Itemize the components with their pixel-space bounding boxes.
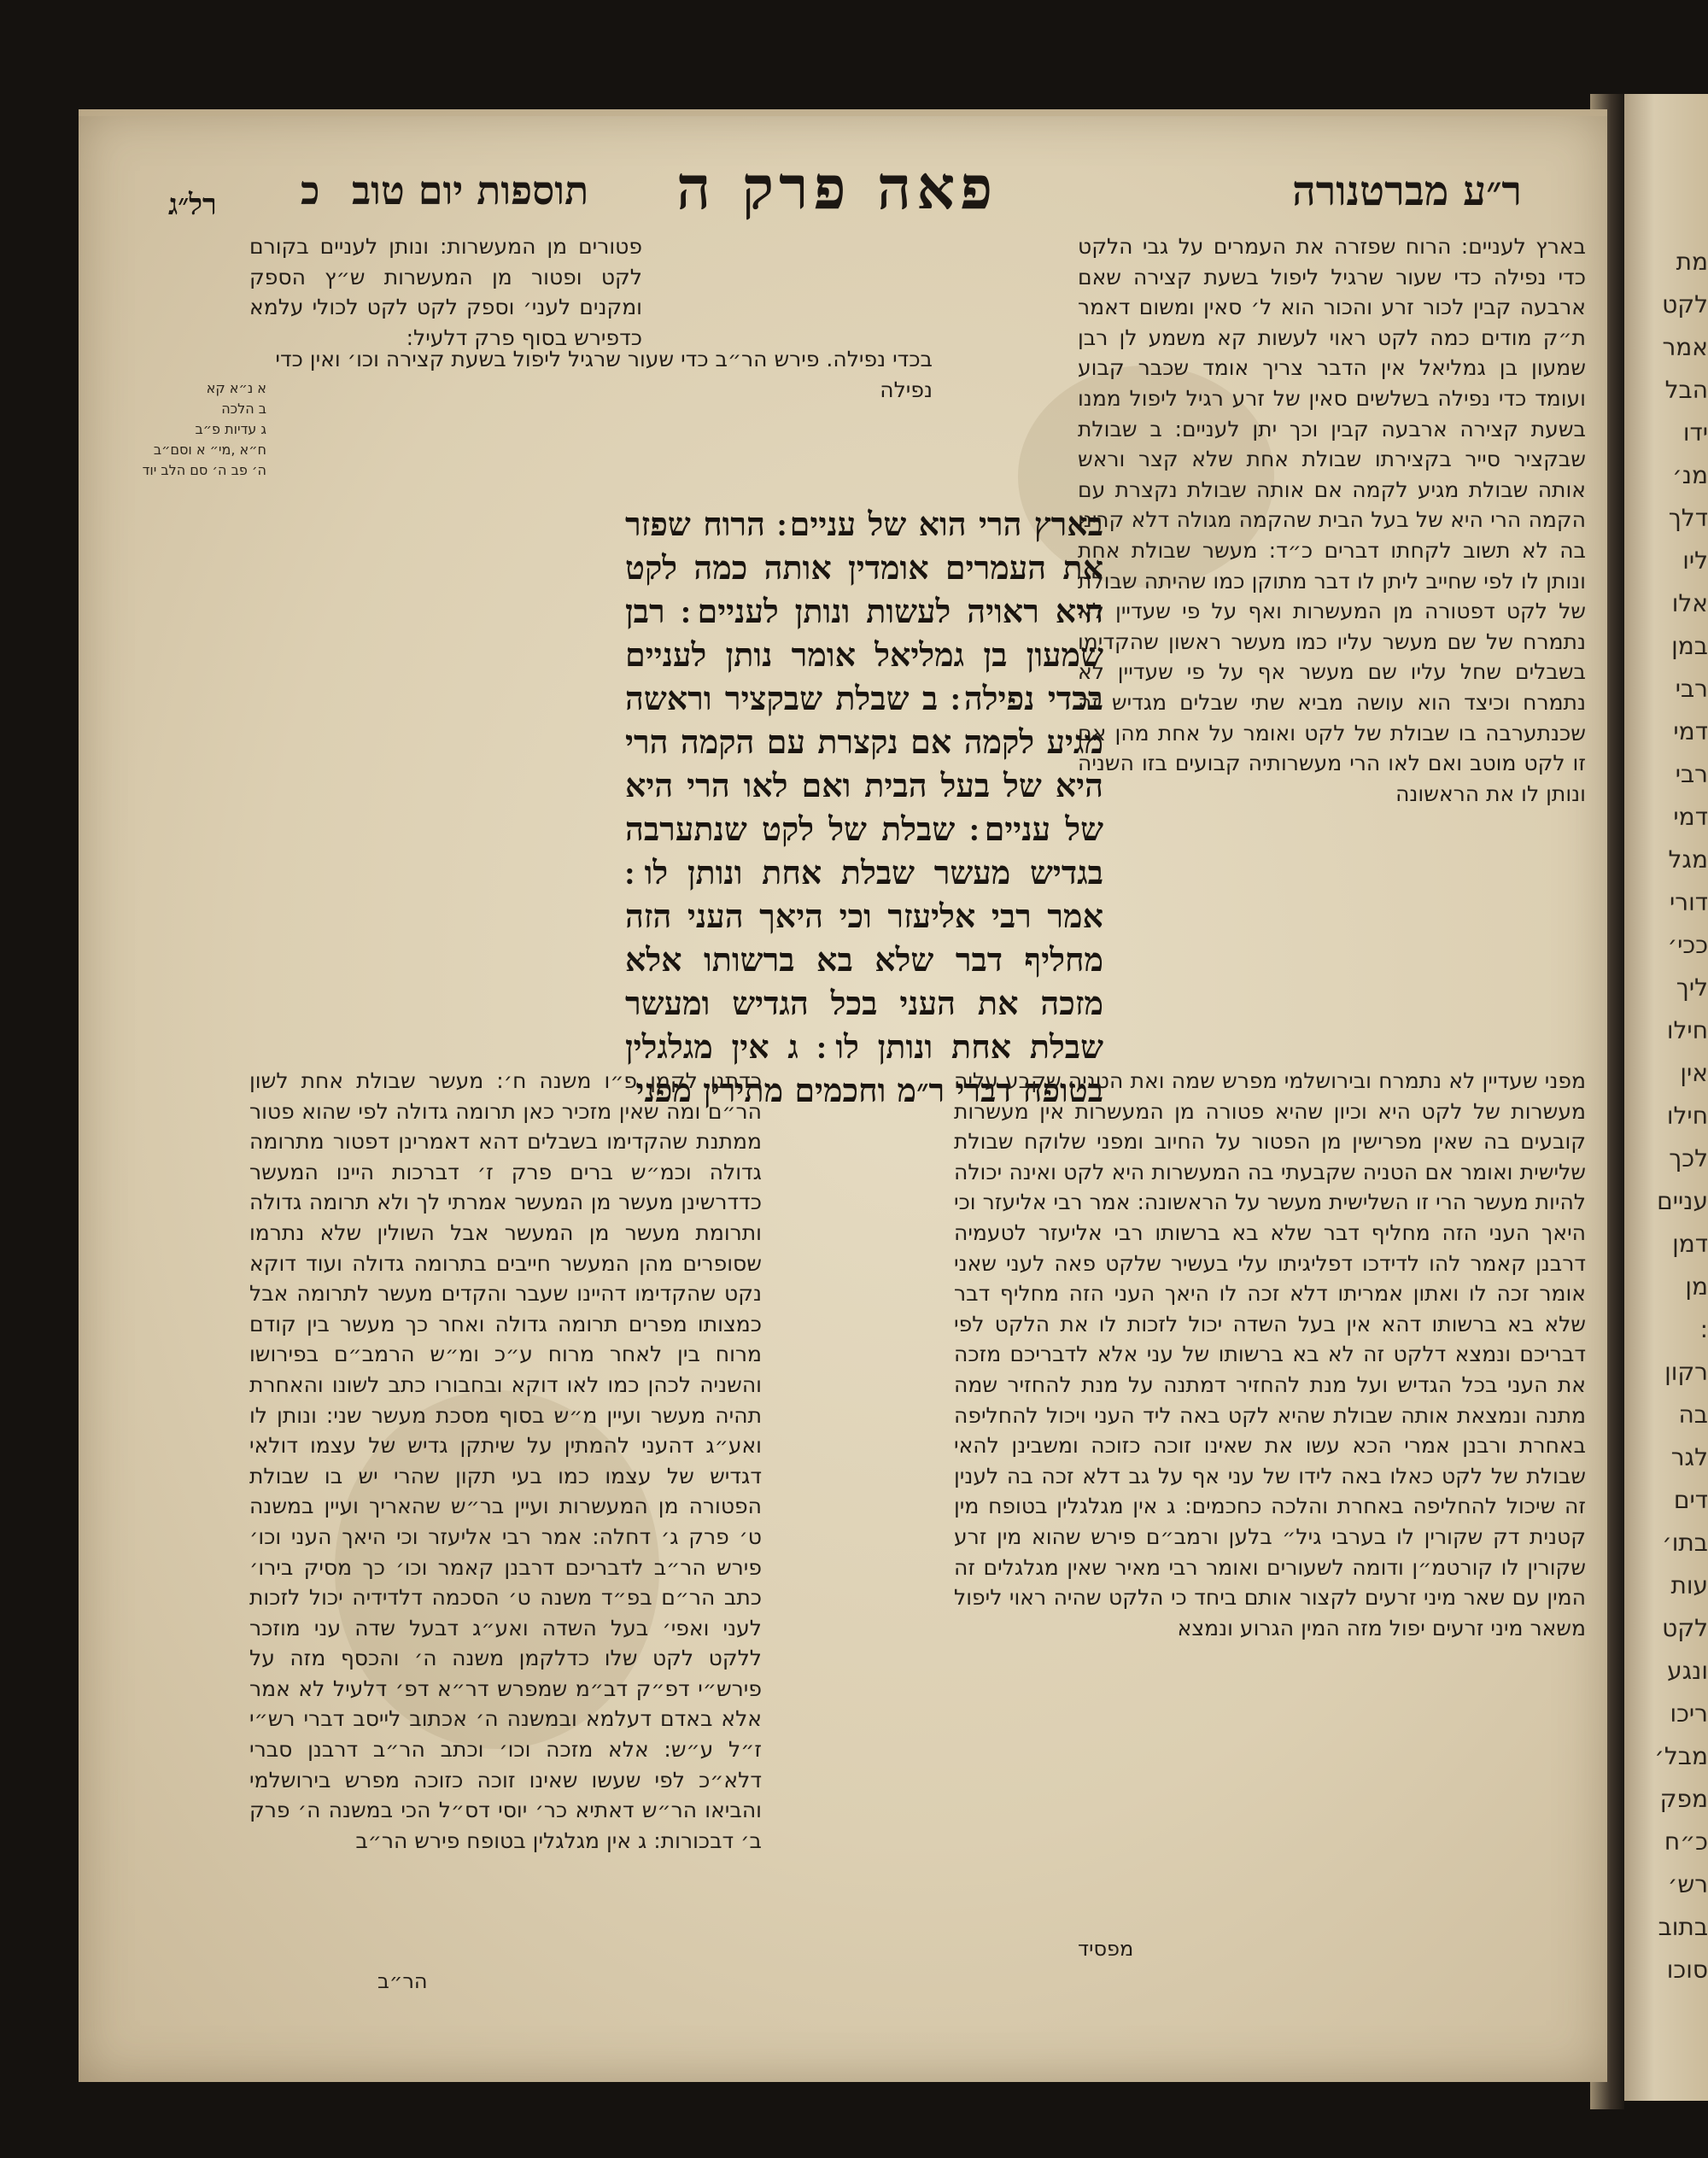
next-page-fragment: אין: [1680, 1059, 1708, 1087]
next-page-fragment: אלו: [1671, 589, 1708, 617]
tosafot-commentary-bottom: כדתנן לקמן פ״ו משנה ח׳: מעשר שבולת אחת לשון הר״ם ומה שאין מזכיר כאן תרומה גדולה לפי שהוא פטור ממתנת שהקדימו בשבלים דהא דאמרינן דפטור מתרומה גדולה וכמ״ש ברים פרק ז׳ דברכות היינו המעשר כדדרשינן מעשר מן המעשר אמרתי לך ולא תרומה גדולה ותרומת מעשר מן המעשר אבל השולין שלא נתרמו שסופרים מהן המעשר חייבים בתרומה גדולה ועוד דוקא נקט שהקדימו דהיינו שעבר והקדים מעשר לתרומה אבל כמצותו מפרים תרומה גדולה ואחר כך מעשר בין קודם מרוח בין לאחר מרוח ע״כ ומ״ש הרמב״ם בפירושו והשניה לכהן כמו לאו דוקא ובחבורו כתב לשונו והאחרת תהיה מעשר ועיין מ״ש בסוף מסכת מעשר שני: ונותן לו ואע״ג דהעני להמתין על שיתקן גדיש של עצמו דולאי דגדיש של עצמו כמו בעי תקון שהרי יש בו שבולת הפטורה מן המעשרות ועיין בר״ש שהאריך ועיין במשנה ט׳ פרק ג׳ דחלה: אמר רבי אליעזר וכי היאך העני וכו׳ פירש הר״ב לדבריכם דרבנן קאמר וכו׳ כך מסיק בירו׳ כתב הר״ם בפ״ד משנה ט׳ הסכמה דלדידיה יכול לזכות לעני ואפי׳ בעל השדה ואע״ג דבעל שדה עני מוזכר ללקט לקט שלו כדלקמן משנה ה׳ והכסף מזה על פירש״י דפ״ק דב״מ שמפרש דר״א דפ׳ דלעיל לא אמר אלא באדם דעלמא ובמשנה ה׳ אכתוב לייסב דברי רש״י ז״ל ע״ש: אלא מזכה וכו׳ וכתב הר״ב דרבנן סברי דלא״כ לפי שעשו שאינו זוכה כזוכה מפרש בירושלמי והביאו הר״ש דאתיא כר׳ יוסי דס״ל הכי במשנה ה׳ פרק ב׳ דבכורות: ג אין מגלגלין בטופח פירש הר״ב: [249, 1068, 762, 1853]
next-page-fragment: רקון: [1664, 1358, 1708, 1386]
margin-note: ח״א ,מי״ א וסם״ב: [153, 442, 266, 458]
next-page-fragment: לקט: [1662, 290, 1708, 319]
next-page-fragment: בה: [1678, 1401, 1708, 1429]
next-page-fragment: עניים: [1657, 1187, 1708, 1215]
next-page-fragment: רש׳: [1667, 1870, 1708, 1898]
header-right-title: ר״ע מברטנורה: [1292, 167, 1522, 215]
rashi-commentary-bottom: מפני שעדיין לא נתמרח ובירושלמי מפרש שמה ואת הטניה שקבע עליה מעשרות של לקט היא וכיון שהיא פטורה מן המעשרות אין מעשרות קובעים בה שאין מפרישין מן הפטור על החיוב ומפני שלוקח שבולת שלישית ואומר אם הטניה שקבעתי בה המעשרות היא לקט ואינה יכולה להיות מעשר הרי זו השלישית מעשר על הראשונה: אמר רבי אליעזר וכי היאך העני הזה מחליף דבר שלא בא ברשותו רבי אליעזר לטעמיה דרבנן קאמר להו לדידכו דפליגיתו עלי בעשיר שלקט פאה לעני שאני אומר זכה לו ואתון אמריתו דלא זכה לו היאך העני הזה מחליף דבר שלא בא ברשותו דהא אין בעל השדה יכול לזכות לו את הלקט לפי דבריכם ונמצא דלקט זה לא בא ברשותו של עני אלא לדבריכם מזכה את העני בכל הגדיש ועל מנת להחזיר דמתנה על מנת להחזיר שמה מתנה ונמצאת אותה שבולת שהיא לקט באה ליד העני ויכול להחליפה באחרת ורבנן אמרי הכא עשו את שאינו זוכה כזוכה ומשבינן להאי שבולת של לקט כאלו באה לידו של עני אף על גב דלא זכה בה לענין זה שיכול להחליפה באחרת והלכה כחכמים: ג אין מגלגלין בטופח מין קטנית דק שקורין לו בערבי גיל״ בלען ורמב״ם פירש שהוא מין זרע שקורין לו קורטמ״ן ודומה לשעורים ואומר רבי מאיר שאין מגלגלים זה המין עם שאר מיני זרעים לקצור אותם ביחד כי הלקט שהיה ראוי ליפול משאר מיני זרעים יפול מזה המין הגרוע ונמצא: [954, 1068, 1586, 1640]
margin-note: ג עדיות פ״ב: [195, 421, 266, 437]
next-page-fragment: כ״ח: [1664, 1828, 1708, 1856]
next-page-fragment: דורי: [1670, 888, 1708, 916]
catchword-center: מפסיד: [1078, 1937, 1134, 1961]
next-page-fragment: ככי׳: [1667, 931, 1708, 959]
next-page-fragment: דלך: [1668, 504, 1708, 532]
next-page-fragment: דים: [1673, 1486, 1708, 1514]
margin-note: ב הלכה: [221, 401, 266, 417]
next-page-fragment: במן: [1671, 632, 1708, 660]
next-page-fragment: בתוב: [1658, 1913, 1708, 1941]
book-page: [79, 109, 1607, 2082]
next-page-fragment: בתו׳: [1662, 1529, 1708, 1557]
margin-note: ה׳ פב ה׳ סם הלב יוד: [142, 462, 266, 478]
catchword-left: הר״ב: [377, 1969, 428, 1993]
next-page-fragment: מן: [1685, 1272, 1708, 1301]
next-page-fragment: אמר: [1662, 333, 1708, 361]
tosafot-commentary-top: פטורים מן המעשרות: ונותן לעניים בקורם לקט ופטור מן המעשרות ש״ץ הספק ומקנים לעני׳ וספק לקט לקט לכולי עלמא כדפירש בסוף פרק דלעיל:: [249, 234, 642, 350]
next-page-fragment: ונגע: [1667, 1657, 1708, 1685]
next-page-fragment: ליך: [1676, 974, 1708, 1002]
next-page-fragment: דמן: [1672, 1230, 1708, 1258]
rashi-commentary-right: בארץ לעניים: הרוח שפזרה את העמרים על גבי הלקט כדי נפילה כדי שעור שרגיל ליפול בשעת קצירה שאם ארבעה קבין לכור זרע והכור הוא ל׳ סאין ומשום דאמר ת״ק מודים כמה לקט ראוי לעשות קא משמע לן רבן שמעון בן גמליאל אין הדבר צריך אומד שכבר קבוע ועומד כדי נפילה בשלשים סאין של זרע רגיל ליפול ממנו בשעת קצירה ארבעה קבין וכך יתן לעניים: ב שבולת שבקציר סייר בקצירתו שבולת אחת שלא קצר וראש אותה שבולת מגיע לקמה אם אותה שבולת נקצרת עם הקמה הרי היא של בעל הבית שהקמה מגולה דלא קרינן בה לא תשוב לקחתו דברים כ״ד: מעשר שבולת אחת ונותן לו לפי שחייב ליתן לו דבר מתוקן כמו שהיתה שבולת של לקט דפטורה מן המעשרות ואף על פי שעדיין לא נתמרח של שם מעשר עליו כמו מעשר ראשון שהקדימו בשבלים שחל עליו שם מעשר אף על פי שעדיין לא נתמרח וכיצד הוא עושה מביא שתי שבלים מגדיש זה שכנתערבה בו שבולת של לקט ואומר על אחת מהן אם זו לקט מוטב ואם לאו הרי מעשרותיה קבועים בזו השניה ונותן לו את הראשונה: [1078, 234, 1586, 806]
header-center-title: פאה פרק ה: [676, 152, 998, 223]
next-page-fragment: דמי: [1673, 717, 1708, 746]
header-page-letter: כ: [301, 167, 320, 213]
tosafot-heading-line: בכדי נפילה. פירש הר״ב כדי שעור שרגיל ליפול בשעת קצירה וכו׳ ואין כדי נפילה: [275, 347, 933, 402]
next-page-fragment: :: [1699, 1315, 1708, 1343]
next-page-fragment: חילו: [1666, 1016, 1708, 1044]
next-page-fragment: מבל׳: [1654, 1742, 1708, 1770]
next-page-fragment: עות: [1670, 1571, 1708, 1599]
mishnah-text: בארץ הרי הוא של עניים ׃ הרוח שפזר את העמרים אומדין אותה כמה לקט היא ראויה לעשות ונותן לעניים ׃ רבן שמעון בן גמליאל אומר נותן לעניים בכדי נפילה ׃ ב שבלת שבקציר וראשה מגיע לקמה אם נקצרת עם הקמה הרי היא של בעל הבית ואם לאו הרי היא של עניים ׃ שבלת של לקט שנתערבה בגדיש מעשר שבלת אחת ונותן לו ׃ אמר רבי אליעזר וכי היאך העני הזה מחליף דבר שלא בא ברשותו אלא מזכה את העני בכל הגדיש ומעשר שבלת אחת ונותן לו ׃ ג אין מגלגלין בטופח דברי ר״מ וחכמים מתירין מפני: [625, 505, 1103, 1109]
next-page-fragment: מת: [1676, 248, 1708, 276]
next-page-fragment: חילו: [1666, 1102, 1708, 1130]
next-page-fragment: סוכו: [1666, 1956, 1708, 1984]
header-left-title: תוספות יום טוב: [352, 167, 589, 213]
next-page-fragment: דמי: [1673, 803, 1708, 831]
next-page-fragment: לגר: [1670, 1443, 1708, 1471]
next-page-fragment: רבי: [1675, 760, 1708, 788]
next-page-fragment: ידו: [1682, 418, 1708, 447]
margin-notes: [121, 378, 266, 481]
next-page-fragment: רבי: [1675, 675, 1708, 703]
next-page-fragment: לכך: [1669, 1144, 1708, 1173]
next-page-fragment: הבל: [1664, 376, 1708, 404]
margin-note: א נ״א קא: [206, 380, 266, 396]
folio-number: רל״ג: [168, 188, 217, 222]
next-page-fragment: לקט: [1662, 1614, 1708, 1642]
next-page-fragment: מגל: [1668, 845, 1708, 874]
running-header: [79, 152, 1607, 229]
next-page-fragment: מנ׳: [1672, 461, 1708, 489]
next-page-fragment: מפק: [1659, 1785, 1708, 1813]
next-page-fragment: ליו: [1682, 547, 1708, 575]
next-page-fragment: ריכו: [1670, 1699, 1708, 1728]
